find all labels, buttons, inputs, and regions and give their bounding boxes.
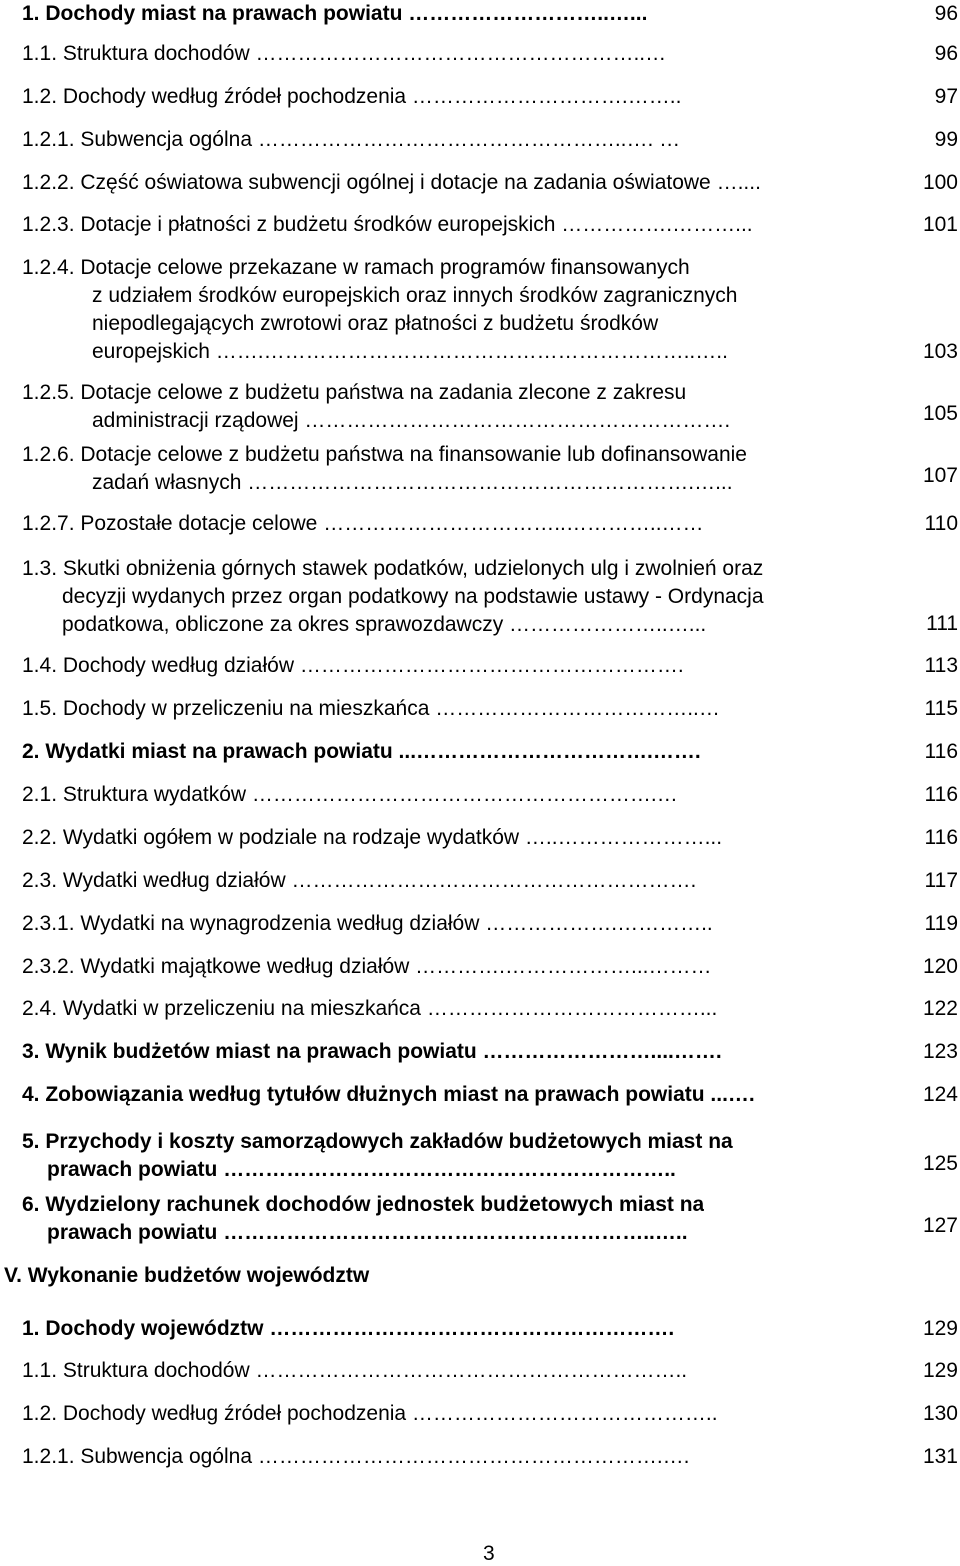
toc-page-number: 129 [922,1359,958,1382]
toc-page-number: 99 [934,128,958,151]
toc-page-number: 131 [922,1445,958,1468]
toc-page-number: 107 [922,464,958,487]
toc-entry-text-line: prawach powiatu ……………………………………………………….. [47,1158,676,1181]
toc-page-number: 116 [924,783,958,806]
toc-entry [22,1128,733,1184]
toc-page-number: 127 [922,1214,958,1237]
toc-page-number: 116 [924,826,958,849]
toc-page-number: 130 [922,1402,958,1425]
toc-page-number: 122 [922,997,958,1020]
toc-entry-text-line: 6. Wydzielony rachunek dochodów jednostek budżetowych miast na [22,1193,705,1216]
toc-page-number: 100 [922,171,958,194]
section-heading: V. Wykonanie budżetów województw [4,1264,370,1287]
toc-entry [22,379,730,435]
toc-entry-text-line: 1.2.5. Dotacje celowe z budżetu państwa na zadania zlecone z zakresu [22,381,687,404]
toc-entry [22,254,737,366]
toc-entry [22,1357,687,1385]
toc-page-number: 116 [924,740,958,763]
toc-entry-text-line: 2.3.2. Wydatki majątkowe według działów ………….………………...……… [22,955,712,978]
toc-entry-text-line: 4. Zobowiązania według tytułów dłużnych miast na prawach powiatu ...…. [22,1083,755,1106]
toc-entry-text-line: 1.2.1. Subwencja ogólna ………………………………………………….…. [22,1445,690,1468]
toc-entry [22,1315,674,1343]
toc-entry-text-line: 2.3.1. Wydatki na wynagrodzenia według działów ……………….………….. [22,912,713,935]
toc-entry-text-line: 1.1. Struktura dochodów ………………………………………………..… [22,42,667,65]
toc-entry-text-line: 1.4. Dochody według działów ………………………………………………. [22,654,684,677]
toc-entry-text-line: 5. Przychody i koszty samorządowych zakładów budżetowych miast na [22,1130,733,1153]
toc-entry [22,126,680,154]
toc-page-number: 97 [934,85,958,108]
toc-page-number: 117 [924,869,958,892]
toc-page-number: 119 [924,912,958,935]
toc-page-number: 115 [924,697,958,720]
toc-entry-text-line: administracji rządowej ……………………………………………………. [92,409,731,432]
toc-entry-text-line: 1.3. Skutki obniżenia górnych stawek podatków, udzielonych ulg i zwolnień oraz [22,557,764,580]
toc-entry [22,953,712,981]
toc-entry-text-line: europejskich …….……………………………………………………..….. [92,340,728,363]
toc-entry [22,510,704,538]
toc-page-number: 125 [922,1152,958,1175]
toc-entry-text-line: 1.5. Dochody w przeliczeniu na mieszkańca ………………………………..… [22,697,720,720]
page-number: 3 [483,1542,495,1565]
toc-page-number: 110 [924,512,958,535]
toc-entry-text-line: 1.1. Struktura dochodów …………………………………………………….. [22,1359,688,1382]
toc-entry-text-line: 2.3. Wydatki według działów …………………………………………………. [22,869,697,892]
toc-page-number: 124 [922,1083,958,1106]
toc-entry [22,211,753,239]
toc-entry [22,738,701,766]
toc-entry [22,83,681,111]
toc-page-number: 101 [922,213,958,236]
toc-entry-text-line: niepodlegających zwrotowi oraz płatności z budżetu środków [92,312,659,335]
toc-entry [22,555,764,639]
toc-entry [22,867,696,895]
toc-entry-text-line: 1.2.7. Pozostałe dotacje celowe ……………………………..…………..…… [22,512,704,535]
toc-page-number: 103 [922,340,958,363]
toc-entry [22,1400,718,1428]
toc-page-number: 96 [934,2,958,25]
toc-entry-text-line: 1.2. Dochody według źródeł pochodzenia ………………………….…….. [22,85,682,108]
toc-page-number: 105 [922,402,958,425]
toc-entry-text-line: podatkowa, obliczone za okres sprawozdawczy …………………..…... [62,613,707,636]
toc-page-number: 120 [922,955,958,978]
toc-entry [22,0,647,28]
toc-entry [22,1191,704,1247]
toc-entry-text-line: 2.1. Struktura wydatków ………………………………………………….… [22,783,678,806]
toc-entry-text-line: 3. Wynik budżetów miast na prawach powiatu ……………………....……. [22,1040,722,1063]
toc-entry-text-line: 1.2.2. Część oświatowa subwencji ogólnej i dotacje na zadania oświatowe ….... [22,171,761,194]
toc-entry [22,1443,690,1471]
toc-entry-text-line: 1. Dochody województw …………………………………………………. [22,1317,675,1340]
toc-page-number: 111 [926,612,958,635]
toc-page-number: 123 [922,1040,958,1063]
toc-page-number: 96 [934,42,958,65]
toc-entry [22,1081,755,1109]
toc-entry-text-line: zadań własnych ……………………………………………………….…... [92,471,733,494]
toc-entry-text-line: 2.4. Wydatki w przeliczeniu na mieszkańca …………………………………... [22,997,718,1020]
toc-entry-text-line: 1.2.4. Dotacje celowe przekazane w ramach programów finansowanych [22,256,690,279]
toc-entry [22,824,722,852]
toc-entry [22,910,713,938]
toc-page-number: 129 [922,1317,958,1340]
toc-entry-text-line: 1. Dochody miast na prawach powiatu ………………………..…... [22,2,648,25]
toc-entry [22,441,747,497]
toc-entry-text-line: prawach powiatu ……………………………………………………..….. [47,1221,688,1244]
toc-entry [22,1038,722,1066]
toc-entry [22,781,678,809]
toc-entry-text-line: 2.2. Wydatki ogółem w podziale na rodzaje wydatków …..…………………... [22,826,723,849]
toc-entry-text-line: decyzji wydanych przez organ podatkowy na podstawie ustawy - Ordynacja [62,585,764,608]
toc-entry-text-line: 2. Wydatki miast na prawach powiatu ...…………………………….……. [22,740,701,763]
toc-entry-text-line: 1.2.3. Dotacje i płatności z budżetu środków europejskich …………….………... [22,213,753,236]
toc-entry-text-line: z udziałem środków europejskich oraz innych środków zagranicznych [92,284,738,307]
toc-entry-text-line: 1.2.6. Dotacje celowe z budżetu państwa na finansowanie lub dofinansowanie [22,443,747,466]
toc-entry-text-line: 1.2. Dochody według źródeł pochodzenia …………………………………….. [22,1402,718,1425]
toc-entry [22,995,717,1023]
toc-entry [22,652,684,680]
toc-entry [22,169,761,197]
toc-entry-text-line: 1.2.1. Subwencja ogólna ……………………………………………..…. … [22,128,681,151]
toc-entry [22,40,666,68]
toc-entry [22,695,720,723]
toc-page-number: 113 [924,654,958,677]
